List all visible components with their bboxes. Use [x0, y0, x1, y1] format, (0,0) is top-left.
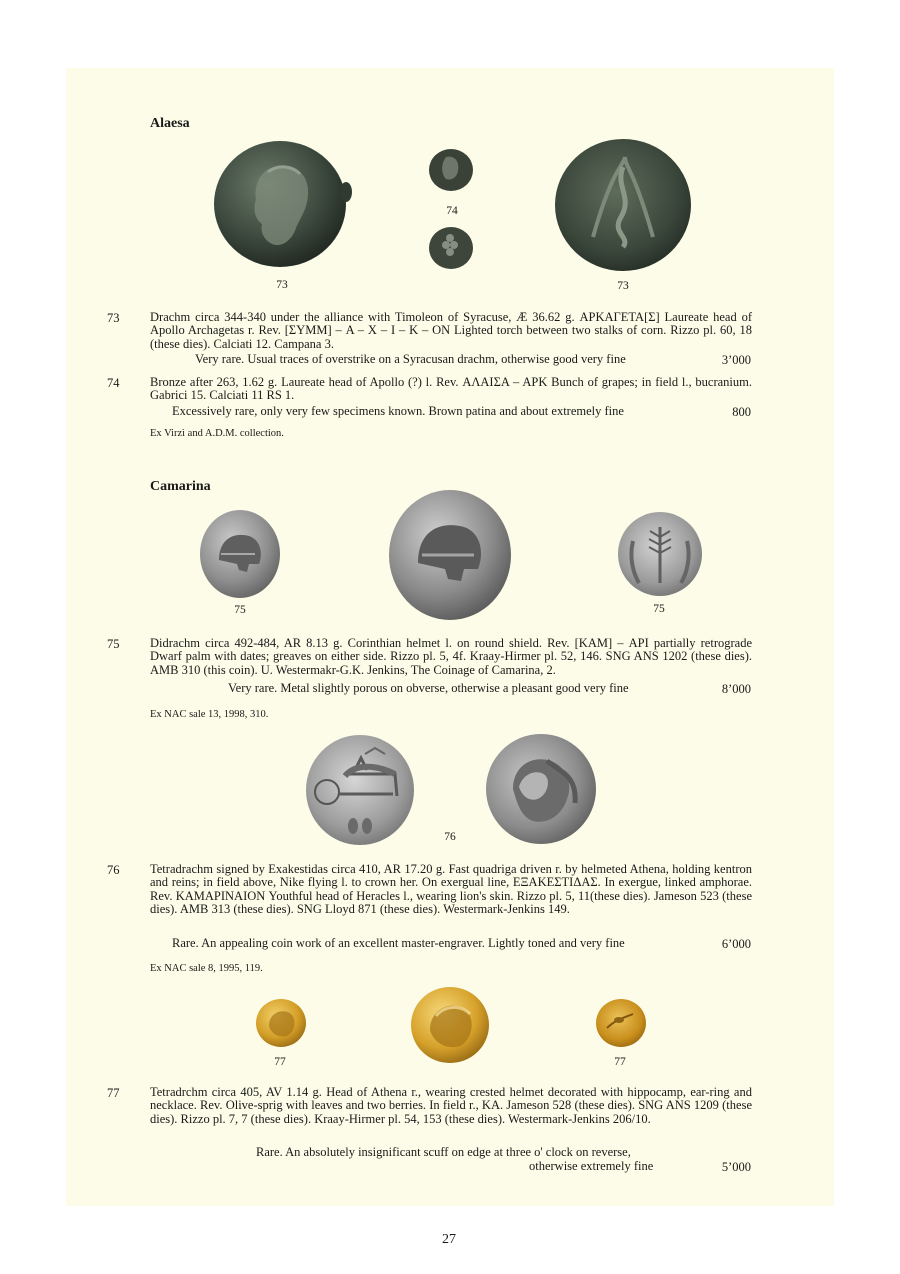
plate-label-76: 76	[444, 831, 456, 843]
plate-label-77-obv: 77	[274, 1056, 286, 1068]
plate-label-75-rev: 75	[653, 603, 665, 615]
lot-number-73: 73	[107, 311, 120, 325]
coin-77-obverse	[255, 998, 307, 1048]
lot-grade-77-line2: otherwise extremely fine	[529, 1159, 654, 1173]
lot-grade-77-line1: Rare. An absolutely insignificant scuff on edge at three o' clock on reverse,	[256, 1145, 631, 1159]
page-number: 27	[442, 1232, 456, 1247]
lot-estimate-76: 6’000	[721, 937, 751, 951]
coin-76-obverse	[305, 734, 415, 846]
lot-grade-74: Excessively rare, only very few specimens known. Brown patina and about extremely fine	[172, 404, 624, 418]
coin-77-reverse	[595, 998, 647, 1048]
plate-label-73-obv: 73	[276, 279, 288, 291]
lot-provenance-74: Ex Virzì and A.D.M. collection.	[150, 428, 284, 439]
lot-description-75	[150, 637, 752, 677]
lot-number-76: 76	[107, 863, 120, 877]
coin-75-reverse	[617, 511, 703, 597]
section-title-alaesa: Alaesa	[150, 116, 190, 131]
coin-74-reverse	[428, 225, 476, 271]
plate-label-74: 74	[446, 205, 458, 217]
lot-description-text: Drachm circa 344-340 under the alliance with Timoleon of Syracuse, Æ 36.62 g. ΑΡΚΑΓΕΤΑ[Σ] Laureate head of Apollo Archagetas r. Rev. [ΣΥΜΜ] – Α – Χ – Ι – Κ – ΟΝ Lighted torch between two stalks of corn. Rizzo pl. 60, 18 (these dies). Calciati 12. Campana 3.	[150, 310, 752, 351]
plate-label-77-rev: 77	[614, 1056, 626, 1068]
lot-description-text: Didrachm circa 492-484, AR 8.13 g. Corinthian helmet l. on round shield. Rev. [ΚΑΜ] – ΑΡΙ partially retrograde Dwarf palm with dates; greaves on either side. Rizzo pl. 5, 4f. Kraay-Hirmer pl. 52, 146. SNG ANS 1202 (these dies). AMB 310 (this coin). U. Westermakr-G.K. Jenkins, The Coinage of Camarina, 2.	[150, 636, 752, 677]
plate-label-73-rev: 73	[617, 280, 629, 292]
coin-75-obverse	[199, 508, 281, 600]
lot-estimate-77: 5’000	[721, 1160, 751, 1174]
lot-grade-73: Very rare. Usual traces of overstrike on a Syracusan drachm, otherwise good very fine	[195, 352, 626, 366]
section-title-camarina: Camarina	[150, 479, 211, 494]
lot-number-74: 74	[107, 376, 120, 390]
lot-description-74	[150, 376, 752, 403]
lot-number-75: 75	[107, 637, 120, 651]
lot-provenance-75: Ex NAC sale 13, 1998, 310.	[150, 709, 269, 720]
lot-number-77: 77	[107, 1086, 120, 1100]
lot-description-text: Tetradrchm circa 405, AV 1.14 g. Head of Athena r., wearing crested helmet decorated with hippocamp, ear-ring and necklace. Rev. Olive-sprig with leaves and two berries. In field r., ΚΑ. Jameson 528 (these dies). SNG ANS 1209 (these dies). Rizzo pl. 7, 7 (these dies). Kraay-Hirmer pl. 54, 153 (these dies). Westermark-Jenkins 206/10.	[150, 1085, 752, 1126]
coin-76-reverse	[485, 733, 597, 845]
lot-estimate-73: 3’000	[721, 353, 751, 367]
lot-description-77	[150, 1086, 752, 1126]
lot-grade-75: Very rare. Metal slightly porous on obverse, otherwise a pleasant good very fine	[228, 681, 629, 695]
lot-provenance-76: Ex NAC sale 8, 1995, 119.	[150, 963, 263, 974]
lot-estimate-75: 8’000	[721, 682, 751, 696]
coin-73-obverse	[212, 140, 352, 270]
lot-estimate-74: 800	[732, 405, 751, 419]
coin-77-enlargement	[410, 986, 490, 1064]
lot-description-76	[150, 863, 752, 917]
lot-description-73	[150, 311, 752, 351]
coin-75-enlargement	[388, 489, 512, 621]
lot-description-text: Bronze after 263, 1.62 g. Laureate head of Apollo (?) l. Rev. ΑΛΑΙΣΑ – ΑΡΚ Bunch of grapes; in field l., bucranium. Gabrici 15. Calciati 11 RS 1.	[150, 375, 752, 403]
coin-73-reverse	[553, 137, 693, 273]
lot-description-text: Tetradrachm signed by Exakestidas circa 410, AR 17.20 g. Fast quadriga driven r. by helmeted Athena, holding kentron and reins; in field above, Nike flying l. to crown her. On exergual line, ΕΞΑΚΕΣΤΙΔΑΣ. In exergue, linked amphorae. Rev. ΚΑΜΑΡΙΝΑΙΟΝ Youthful head of Heracles l., wearing lion's skin. Rizzo pl. 5, 11(these dies). Jameson 523 (these dies). AMB 313 (these dies). SNG Lloyd 871 (these dies). Westermark-Jenkins 149.	[150, 862, 752, 917]
lot-grade-76: Rare. An appealing coin work of an excellent master-engraver. Lightly toned and very fine	[172, 936, 625, 950]
coin-74-obverse	[428, 147, 476, 193]
plate-label-75-obv: 75	[234, 604, 246, 616]
